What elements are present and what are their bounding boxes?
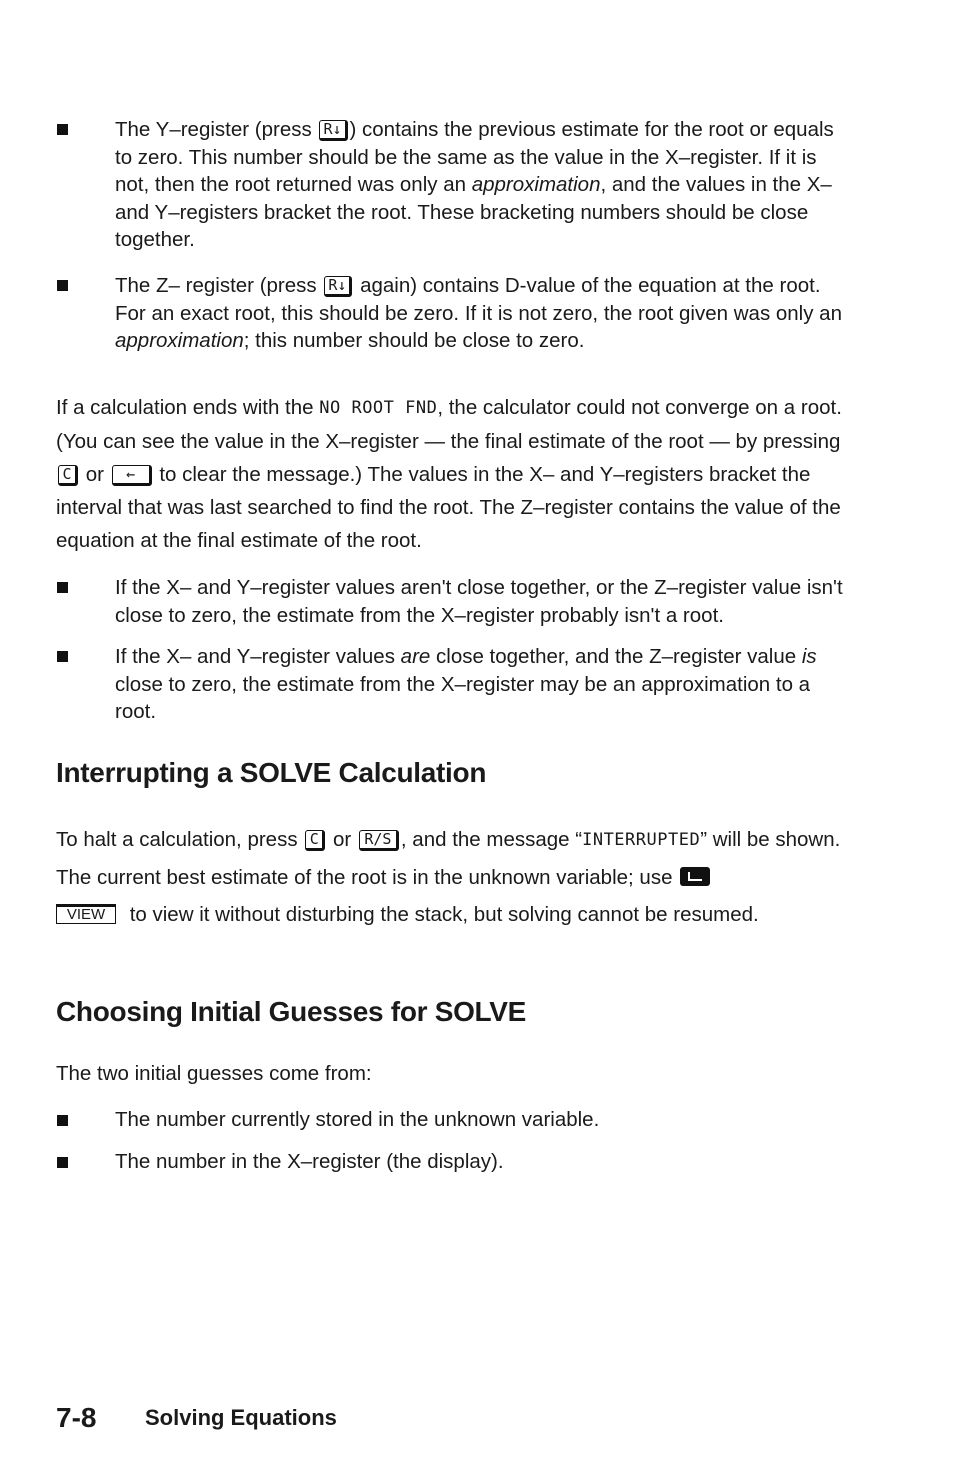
view-softkey: VIEW: [56, 904, 116, 924]
square-bullet-icon: [57, 651, 68, 662]
roll-down-key: R↓: [319, 120, 347, 141]
text-run: If the X– and Y–register values aren't close together, or the Z–register value isn't close to zero, the estimate from the X–register probably isn't a root.: [115, 576, 843, 627]
text-run: If a calculation ends with the: [56, 396, 320, 419]
text-run: or: [327, 828, 357, 851]
text-run: close together, and the Z–register value: [430, 645, 802, 668]
square-bullet-icon: [57, 582, 68, 593]
section-heading: Interrupting a SOLVE Calculation: [56, 757, 487, 788]
list-item-text: [115, 116, 845, 254]
text-run: ” will be shown. The current best estimate of the root is in the unknown variable; use: [56, 828, 841, 889]
lcd-message: NO ROOT FND: [319, 398, 438, 418]
square-bullet-icon: [57, 280, 68, 291]
lcd-message: INTERRUPTED: [582, 830, 701, 850]
roll-down-key: R↓: [324, 276, 352, 297]
chapter-title: Solving Equations: [145, 1405, 337, 1430]
run-stop-key: R/S: [359, 830, 399, 851]
text-run: to view it without disturbing the stack, but solving cannot be resumed.: [124, 903, 759, 926]
list-item-text: [115, 574, 845, 629]
clear-key: C: [58, 465, 78, 486]
clear-key: C: [305, 830, 325, 851]
page-number: 7-8: [56, 1402, 97, 1433]
text-run: ; this number should be close to zero.: [243, 329, 585, 352]
text-run: To halt a calculation, press: [56, 828, 304, 851]
text-run: , and the message “: [400, 828, 583, 851]
square-bullet-icon: [57, 124, 68, 135]
backspace-key: ←: [112, 465, 152, 486]
paragraph-guesses: The two initial guesses come from:: [56, 1062, 372, 1085]
emphasis: approximation: [115, 329, 244, 352]
text-run: ) contains the previous estimate for the root or equals to zero. This number should be the same as the value in the X–register. If it is not, then the root returned was only an: [115, 118, 834, 196]
paragraph-no-root: [56, 391, 846, 557]
list-item-text: The number in the X–register (the display).: [115, 1150, 504, 1173]
square-bullet-icon: [57, 1115, 68, 1126]
list-item-text: The number currently stored in the unknown variable.: [115, 1108, 600, 1131]
text-run: close to zero, the estimate from the X–register may be an approximation to a root.: [115, 672, 811, 723]
left-shift-key-icon: [680, 867, 710, 886]
list-item-text: [115, 272, 845, 355]
text-run: or: [80, 463, 110, 486]
text-run: The Z– register (press: [115, 274, 323, 297]
emphasis: is: [801, 645, 817, 668]
text-run: to clear the message.) The values in the X– and Y–registers bracket the interval that was last searched to find the root. The Z–register contains the value of the equation at the final estimate of the root.: [56, 463, 841, 552]
emphasis: are: [400, 645, 431, 668]
text-run: The Y–register (press: [115, 118, 318, 141]
list-item-text: [115, 643, 845, 726]
text-run: , and the values in the X– and Y–registers bracket the root. These bracketing numbers should be close together.: [115, 173, 832, 251]
paragraph-interrupt: [56, 821, 846, 933]
text-run: If the X– and Y–register values: [115, 645, 401, 668]
square-bullet-icon: [57, 1157, 68, 1168]
text-run: again) contains D-value of the equation at the root. For an exact root, this should be zero. If it is not zero, the root given was only an: [115, 274, 842, 325]
text-run: , the calculator could not converge on a root. (You can see the value in the X–register — the final estimate of the root — by pressing: [56, 396, 842, 453]
emphasis: approximation: [471, 173, 601, 196]
section-heading: Choosing Initial Guesses for SOLVE: [56, 996, 527, 1027]
